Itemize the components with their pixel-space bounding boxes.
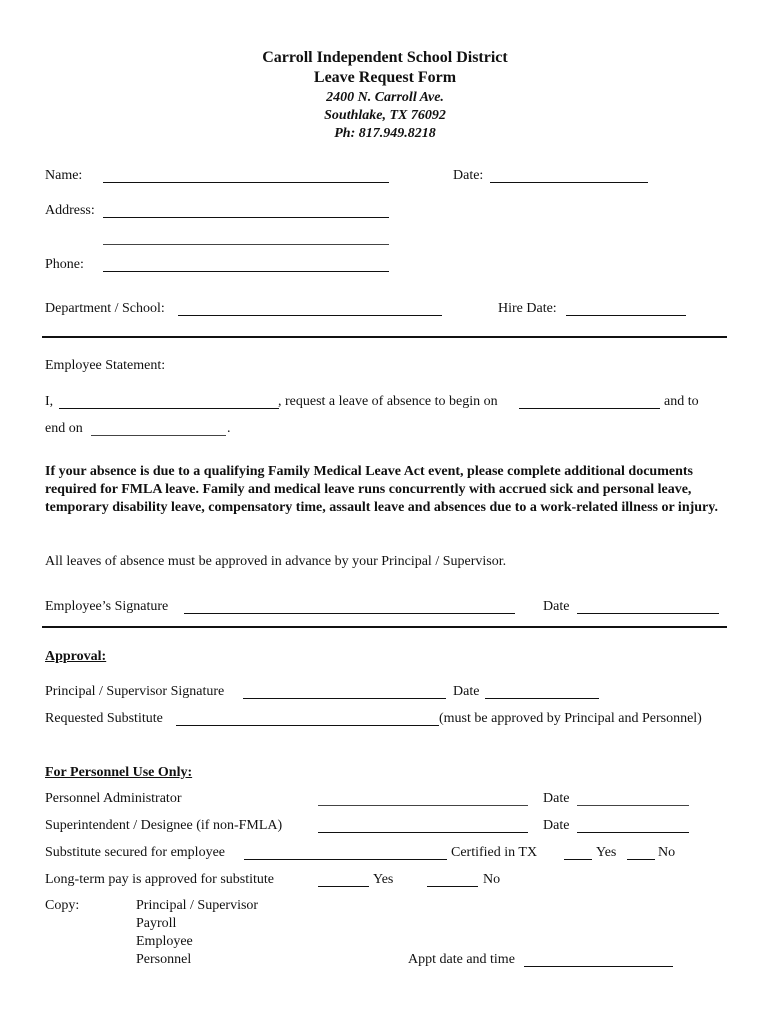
requested-substitute-label: Requested Substitute bbox=[45, 711, 163, 726]
longterm-yes-label: Yes bbox=[373, 872, 394, 887]
hire-date-label: Hire Date: bbox=[498, 301, 557, 316]
certified-label: Certified in TX bbox=[451, 845, 538, 860]
phone-label: Phone: bbox=[45, 257, 84, 272]
superintendent-field[interactable] bbox=[318, 832, 528, 833]
appt-label: Appt date and time bbox=[408, 952, 515, 967]
end-date-field[interactable] bbox=[91, 435, 226, 436]
longterm-no-label: No bbox=[483, 872, 501, 887]
approval-heading: Approval: bbox=[45, 649, 107, 664]
name-label: Name: bbox=[45, 168, 83, 183]
section-divider bbox=[42, 336, 727, 338]
substitute-note: (must be approved by Principal and Personnel) bbox=[439, 711, 702, 726]
superintendent-date-label: Date bbox=[543, 818, 570, 833]
copy-label: Copy: bbox=[45, 898, 80, 913]
substitute-secured-label: Substitute secured for employee bbox=[45, 845, 226, 860]
longterm-no-field[interactable] bbox=[427, 886, 478, 887]
statement-heading: Employee Statement: bbox=[45, 358, 166, 373]
statement-name-field[interactable] bbox=[59, 408, 279, 409]
administrator-date-label: Date bbox=[543, 791, 570, 806]
signature-date-field[interactable] bbox=[577, 613, 719, 614]
department-field[interactable] bbox=[178, 315, 442, 316]
superintendent-label: Superintendent / Designee (if non-FMLA) bbox=[45, 818, 283, 833]
certified-no-field[interactable] bbox=[627, 859, 655, 860]
substitute-secured-field[interactable] bbox=[244, 859, 447, 860]
advance-notice: All leaves of absence must be approved in advance by your Principal / Supervisor. bbox=[45, 554, 507, 569]
certified-yes-field[interactable] bbox=[564, 859, 592, 860]
begin-date-field[interactable] bbox=[519, 408, 660, 409]
appt-field[interactable] bbox=[524, 966, 673, 967]
address-field-2[interactable] bbox=[103, 244, 389, 245]
longterm-pay-label: Long-term pay is approved for substitute bbox=[45, 872, 275, 887]
end-period: . bbox=[227, 421, 231, 436]
address-field-1[interactable] bbox=[103, 217, 389, 218]
personnel-administrator-field[interactable] bbox=[318, 805, 528, 806]
date-field[interactable] bbox=[490, 182, 648, 183]
address-line-2: Southlake, TX 76092 bbox=[324, 108, 446, 123]
signature-date-label: Date bbox=[543, 599, 570, 614]
approval-date-label: Date bbox=[453, 684, 480, 699]
and-to-text: and to bbox=[664, 394, 699, 409]
longterm-yes-field[interactable] bbox=[318, 886, 369, 887]
request-text: , request a leave of absence to begin on bbox=[278, 394, 498, 409]
fmla-notice: If your absence is due to a qualifying Family Medical Leave Act event, please complete additional documents required for FMLA leave. Family and medical leave runs concurrently with accrued sick and personal leave, temporary disability leave, compensatory time, assault leave and absences due to a work-related illness or injury. bbox=[45, 464, 718, 515]
phone-field[interactable] bbox=[103, 271, 389, 272]
address-label: Address: bbox=[45, 203, 95, 218]
requested-substitute-field[interactable] bbox=[176, 725, 439, 726]
form-title: Leave Request Form bbox=[313, 69, 457, 86]
statement-i-label: I, bbox=[45, 394, 54, 409]
certified-yes-label: Yes bbox=[596, 845, 617, 860]
copy-item: Personnel bbox=[136, 952, 192, 967]
copy-item: Principal / Supervisor bbox=[136, 898, 259, 913]
district-phone: Ph: 817.949.8218 bbox=[334, 126, 436, 141]
certified-no-label: No bbox=[658, 845, 676, 860]
administrator-date-field[interactable] bbox=[577, 805, 689, 806]
address-line-1: 2400 N. Carroll Ave. bbox=[326, 90, 444, 105]
approval-date-field[interactable] bbox=[485, 698, 599, 699]
date-label: Date: bbox=[453, 168, 484, 183]
copy-item: Payroll bbox=[136, 916, 177, 931]
personnel-administrator-label: Personnel Administrator bbox=[45, 791, 182, 806]
hire-date-field[interactable] bbox=[566, 315, 686, 316]
department-label: Department / School: bbox=[45, 301, 165, 316]
section-divider bbox=[42, 626, 727, 628]
superintendent-date-field[interactable] bbox=[577, 832, 689, 833]
copy-item: Employee bbox=[136, 934, 193, 949]
personnel-heading: For Personnel Use Only: bbox=[45, 765, 193, 780]
end-on-label: end on bbox=[45, 421, 83, 436]
principal-signature-field[interactable] bbox=[243, 698, 446, 699]
district-name: Carroll Independent School District bbox=[262, 49, 508, 66]
employee-signature-field[interactable] bbox=[184, 613, 515, 614]
name-field[interactable] bbox=[103, 182, 389, 183]
principal-signature-label: Principal / Supervisor Signature bbox=[45, 684, 225, 699]
employee-signature-label: Employee’s Signature bbox=[45, 599, 169, 614]
